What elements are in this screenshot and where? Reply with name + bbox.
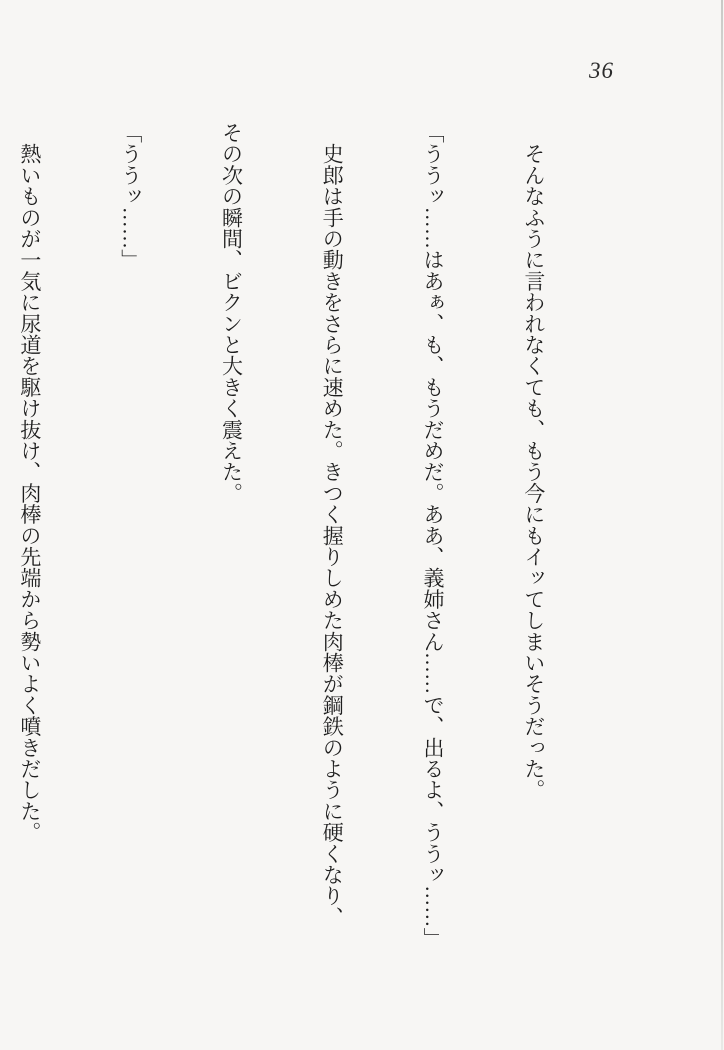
text-column: 史郎は手の動きをさらに速めた。きつく握りしめた肉棒が鋼鉄のように硬くなり、 [320, 122, 345, 928]
vertical-text-block [17, 122, 617, 950]
text-column: 「ううッ……はあぁ、も、もうだめだ。ああ、義姉さん……で、出るよ、ううッ……」 [421, 122, 446, 949]
text-column: その次の瞬間、ビクンと大きく震えた。 [219, 122, 244, 504]
page-edge-line [721, 0, 723, 1050]
page-number: 36 [589, 58, 614, 83]
text-column: そんなふうに言われなくても、もう今にもイッてしまいそうだった。 [521, 122, 546, 801]
text-column: 熱いものが一気に尿道を駆け抜け、肉棒の先端から勢いよく噴きだした。 [17, 122, 42, 843]
text-column: 「ううッ……」 [118, 122, 143, 271]
